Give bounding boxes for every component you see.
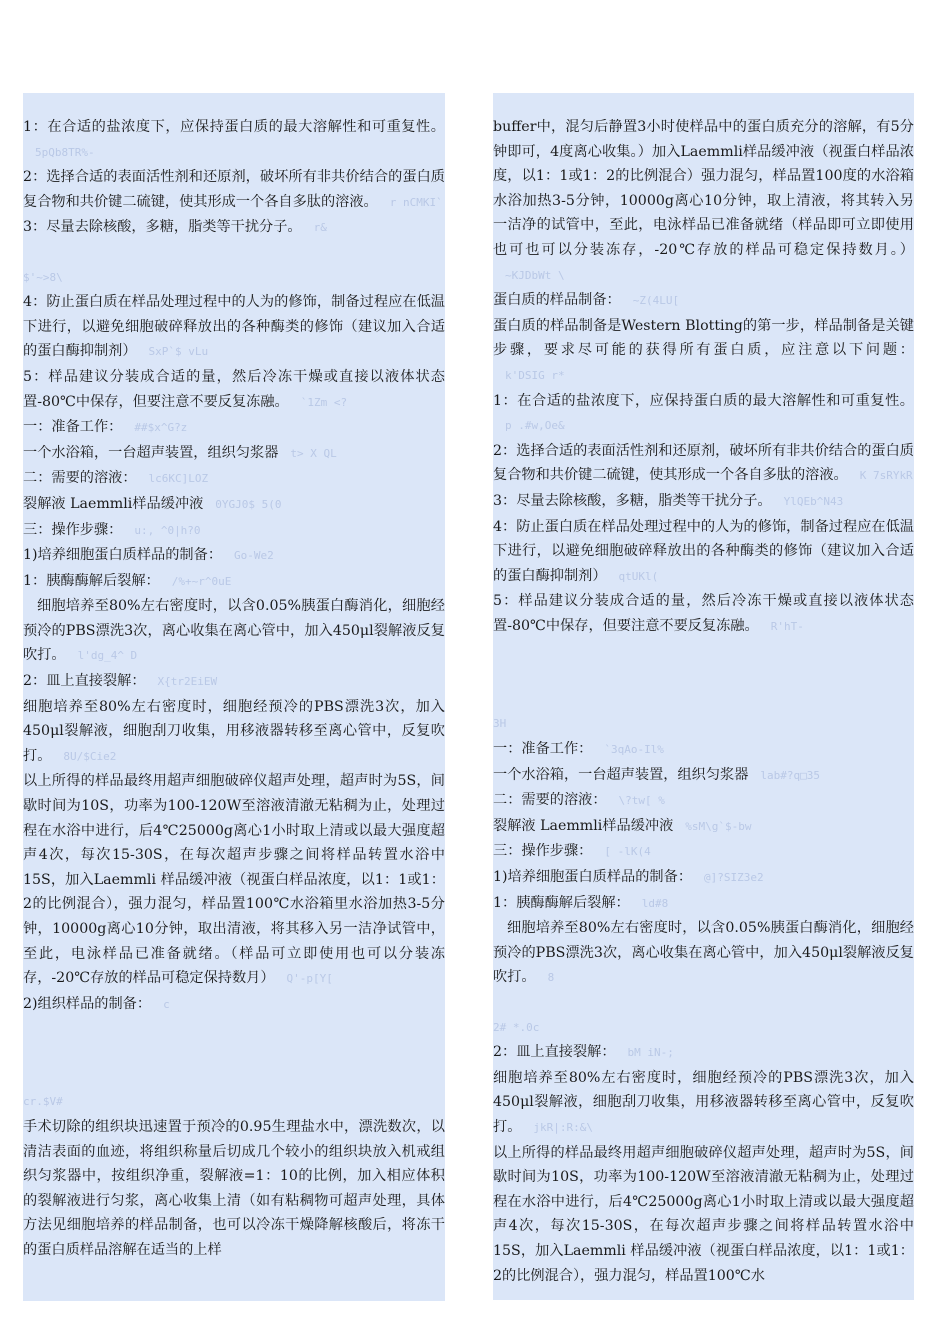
paragraph: 裂解液 Laemmli样品缓冲液 0YGJ0$ 5(0 xyxy=(23,495,282,512)
section-heading: 三：操作步骤： [ -lK(4 xyxy=(493,843,651,860)
section-heading: 1：胰酶酶解后裂解： ld#8 xyxy=(493,894,669,911)
paragraph: 以上所得的样品最终用超声细胞破碎仪超声处理，超声时为5S，间歇时间为10S，功率为100-120W至溶液清澈无粘稠为止，处理过程在水浴中进行，后4℃25000g离心1小时取上清或以最大强度超声4次，每次15-30S，在每次超声步骤之间将样品转置水浴中15S，加入Laemmli 样品缓冲液（视蛋白样品浓度，以1：1或1：2的比例混合），强力混匀，样品置100℃水浴箱里水浴加热3-5分钟，10000g离心10分钟，取出清液，将其移入另一洁净试管中，至此，电泳样品已准备就绪。（样品可立即使用也可以分装冻存，-20℃存放的样品可稳定保持数月） Q'-p[Y[ xyxy=(23,773,445,987)
paragraph: 蛋白质的样品制备是Western Blotting的第一步，样品制备是关键步骤，要求尽可能的获得所有蛋白质，应注意以下问题：k'DSIG r* xyxy=(493,317,914,382)
paragraph: 裂解液 Laemmli样品缓冲液 %sM\g`$-bw xyxy=(493,817,752,834)
paragraph: 手术切除的组织块迅速置于预冷的0.95生理盐水中，漂洗数次，以清洁表面的血迹，将组织称量后切成几个较小的组织块放入机戒组织匀浆器中，按组织净重，裂解液=1：10的比例，加入相应体积的裂解液进行匀浆，离心收集上清（如有粘稠物可超声处理，具体方法见细胞培养的样品制备，也可以冷冻干燥降解核酸后，将冻干的蛋白质样品溶解在适当的上样 xyxy=(23,1118,445,1258)
paragraph: 1：在合适的盐浓度下，应保持蛋白质的最大溶解性和可重复性。5pQb8TR%- xyxy=(23,119,445,159)
section-heading: 二：需要的溶液： lc6KC]LOZ xyxy=(23,470,209,487)
right-column xyxy=(493,93,914,1300)
section-heading: 1：胰酶酶解后裂解： /%+~r^0uE xyxy=(23,572,232,589)
section-heading: 一：准备工作： `3qAo-Il% xyxy=(493,741,664,758)
hidden-mark: cr.$V# xyxy=(23,1095,63,1109)
section-heading: 1)培养细胞蛋白质样品的制备： @]?SIZ3e2 xyxy=(493,869,764,886)
hidden-mark: 2# *.0c xyxy=(493,1020,540,1034)
paragraph: 4：防止蛋白质在样品处理过程中的人为的修饰，制备过程应在低温下进行，以避免细胞破碎释放出的各种酶类的修饰（建议加入合适的蛋白酶抑制剂） qtUKl( xyxy=(493,518,914,584)
section-heading: 一：准备工作： ##$x^G?z xyxy=(23,419,188,436)
paragraph: 4：防止蛋白质在样品处理过程中的人为的修饰，制备过程应在低温下进行，以避免细胞破碎释放出的各种酶类的修饰（建议加入合适的蛋白酶抑制剂） SxP`$ vLu xyxy=(23,294,445,360)
section-heading: 2：皿上直接裂解： X{tr2EiEW xyxy=(23,673,218,690)
hidden-mark: 3H xyxy=(493,717,507,731)
paragraph: buffer中，混匀后静置3小时使样品中的蛋白质充分的溶解，有5分钟即可，4度离心收集。）加入Laemmli样品缓冲液（视蛋白样品浓度，以1：1或1：2的比例混合）强力混匀，样品置100度的水浴箱水浴加热3-5分钟，10000g离心10分钟，取上清液，将其转入另一洁净的试管中，至此，电泳样品已准备就绪（样品即可立即使用也可也可以分装冻存，-20℃存放的样品可稳定保持数月。）~KJDbWt \ xyxy=(493,119,914,282)
paragraph: 2：选择合适的表面活性剂和还原剂，破坏所有非共价结合的蛋白质复合物和共价键二硫键，使其形成一个各自多肽的溶液。 r nCMKI` xyxy=(23,169,445,210)
left-column xyxy=(23,93,445,1301)
paragraph: 3：尽量去除核酸，多糖，脂类等干扰分子。 YlQEb^N43 xyxy=(493,492,844,509)
section-heading: 蛋白质的样品制备： ~Z(4LU[ xyxy=(493,292,680,309)
paragraph: 一个水浴箱，一台超声装置，组织匀浆器 t> X QL xyxy=(23,444,337,461)
paragraph: 5：样品建议分装成合适的量，然后冷冻干燥或直接以液体状态置-80℃中保存，但要注意不要反复冻融。 `1Zm <? xyxy=(23,368,445,410)
paragraph: 细胞培养至80%左右密度时，细胞经预冷的PBS漂洗3次，加入450μl裂解液，细胞刮刀收集，用移液器转移至离心管中，反复吹打。 8U/$Cie2 xyxy=(23,698,445,764)
paragraph: 2：选择合适的表面活性剂和还原剂，破坏所有非共价结合的蛋白质复合物和共价键二硫键，使其形成一个各自多肽的溶液。 K 7sRYkR xyxy=(493,442,914,484)
paragraph: 细胞培养至80%左右密度时，细胞经预冷的PBS漂洗3次，加入450μl裂解液，细胞刮刀收集，用移液器转移至离心管中，反复吹打。 jkR|:R:&\ xyxy=(493,1069,914,1135)
section-heading: 二：需要的溶液： \?tw[ % xyxy=(493,792,665,809)
paragraph: 1：在合适的盐浓度下，应保持蛋白质的最大溶解性和可重复性。p .#w,Oe& xyxy=(493,392,914,433)
paragraph: 细胞培养至80%左右密度时，以含0.05%胰蛋白酶消化，细胞经预冷的PBS漂洗3次，离心收集在离心管中，加入450μl裂解液反复吹打。 l'dg_4^ D xyxy=(23,598,445,664)
hidden-mark: $'~>8\ xyxy=(23,270,63,284)
section-heading: 三：操作步骤： u:, ^0|h?0 xyxy=(23,521,201,538)
section-heading: 2)组织样品的制备： c xyxy=(23,995,170,1012)
section-heading: 2：皿上直接裂解： bM iN-; xyxy=(493,1044,674,1061)
paragraph: 3：尽量去除核酸，多糖，脂类等干扰分子。 r& xyxy=(23,219,327,236)
section-heading: 1)培养细胞蛋白质样品的制备： Go-We2 xyxy=(23,547,274,564)
paragraph: 以上所得的样品最终用超声细胞破碎仪超声处理，超声时为5S，间歇时间为10S，功率为100-120W至溶液清澈无粘稠为止，处理过程在水浴中进行，后4℃25000g离心1小时取上清或以最大强度超声4次，每次15-30S，在每次超声步骤之间将样品转置水浴中15S，加入Laemmli 样品缓冲液（视蛋白样品浓度，以1：1或1：2的比例混合），强力混匀，样品置100℃水 xyxy=(493,1144,914,1284)
paragraph: 一个水浴箱，一台超声装置，组织匀浆器 lab#?q□35 xyxy=(493,766,820,783)
paragraph: 5：样品建议分装成合适的量，然后冷冻干燥或直接以液体状态置-80℃中保存，但要注意不要反复冻融。 R'hT- xyxy=(493,593,914,634)
paragraph: 细胞培养至80%左右密度时，以含0.05%胰蛋白酶消化，细胞经预冷的PBS漂洗3次，离心收集在离心管中，加入450μl裂解液反复吹打。 8 xyxy=(493,920,914,986)
